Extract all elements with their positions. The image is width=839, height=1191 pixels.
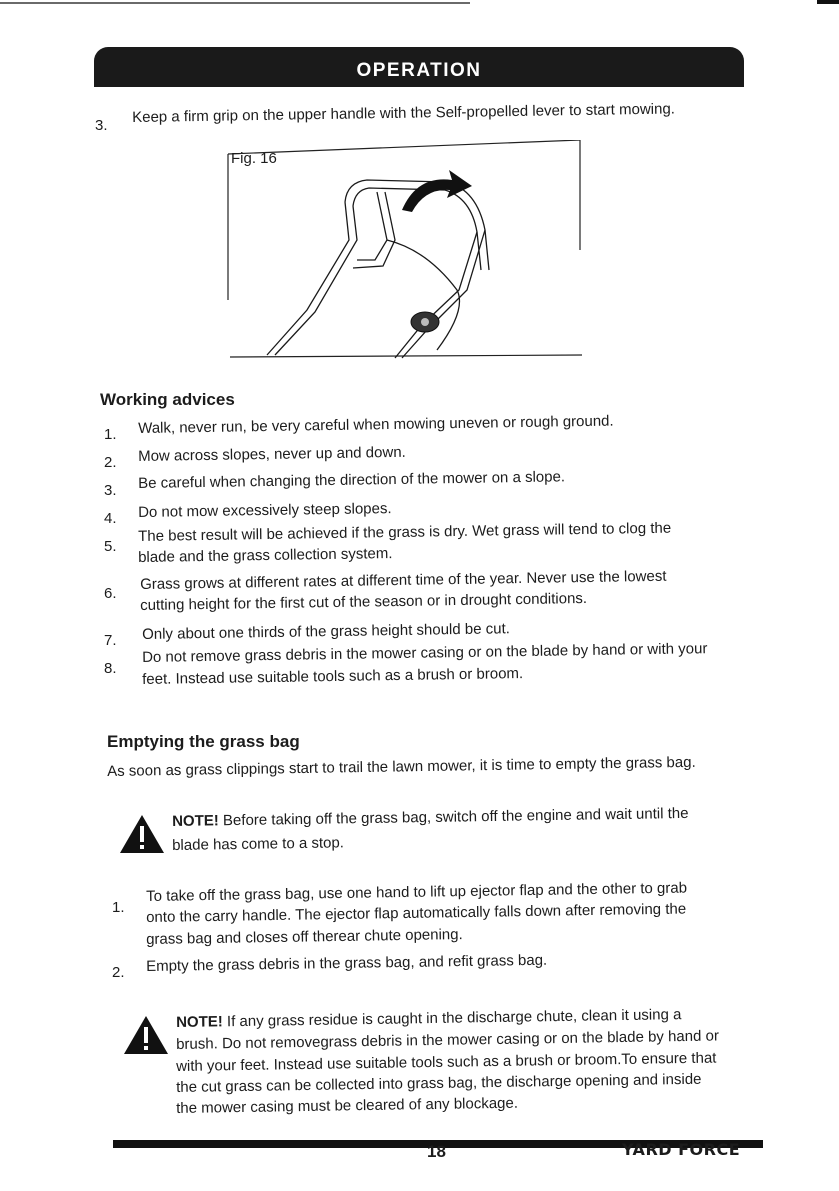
step-number: 1. [112, 899, 125, 916]
step-text: onto the carry handle. The ejector flap automatically falls down after removing the [146, 900, 687, 926]
note1-line1 [172, 804, 689, 831]
advice-number: 2. [104, 454, 117, 471]
advice-text: cutting height for the first cut of the season or in drought conditions. [140, 589, 588, 614]
step-text: Empty the grass debris in the grass bag, and refit grass bag. [146, 951, 548, 975]
advice-text: Be careful when changing the direction of the mower on a slope. [138, 468, 566, 492]
mower-handle-figure [227, 140, 582, 360]
note2-line: brush. Do not removegrass debris in the mower casing or on the blade by hand or [176, 1027, 720, 1053]
advice-text: Do not mow excessively steep slopes. [138, 500, 392, 521]
scan-edge-line [0, 2, 470, 4]
advice-text: Do not remove grass debris in the mower casing or on the blade by hand or with your [142, 640, 708, 666]
handle-knob-icon [411, 312, 439, 332]
working-advices-heading: Working advices [100, 390, 235, 409]
section-banner: OPERATION [94, 47, 744, 87]
advice-text: blade and the grass collection system. [138, 545, 393, 566]
step-text: grass bag and closes off therear chute opening. [146, 926, 463, 948]
advice-text: Only about one thirds of the grass height should be cut. [142, 620, 510, 643]
step-number: 3. [95, 117, 108, 134]
figure-label: Fig. 16 [231, 150, 277, 167]
advice-number: 3. [104, 482, 117, 499]
brand-logo: YARD FORCE [622, 1140, 741, 1159]
note1-line2: blade has come to a stop. [172, 834, 345, 854]
note2-label: NOTE! [176, 1013, 223, 1031]
step-text: To take off the grass bag, use one hand to lift up ejector flap and the other to grab [146, 879, 688, 905]
note2-line: the cut grass can be collected into grass bag, the discharge opening and inside [176, 1070, 702, 1096]
scan-edge-mark [817, 0, 839, 4]
note2-text: If any grass residue is caught in the discharge chute, clean it using a [222, 1006, 682, 1031]
advice-number: 6. [104, 585, 117, 602]
emptying-intro: As soon as grass clippings start to trail the lawn mower, it is time to empty the grass bag. [107, 753, 696, 780]
advice-number: 7. [104, 632, 117, 649]
advice-text: Mow across slopes, never up and down. [138, 443, 406, 465]
rotate-arrow-icon [402, 170, 472, 212]
handle-drawing [267, 180, 489, 358]
note1-label: NOTE! [172, 812, 219, 830]
emptying-heading: Emptying the grass bag [107, 732, 300, 751]
note2-line: with your feet. Instead use suitable tools such as a brush or broom.To ensure that [176, 1049, 717, 1075]
page-number: 18 [427, 1142, 446, 1161]
advice-number: 1. [104, 426, 117, 443]
advice-text: The best result will be achieved if the grass is dry. Wet grass will tend to clog the [138, 519, 672, 545]
advice-text: feet. Instead use suitable tools such as a brush or broom. [142, 665, 524, 688]
advice-text: Walk, never run, be very careful when mowing uneven or rough ground. [138, 412, 614, 437]
step-text: Keep a firm grip on the upper handle with the Self-propelled lever to start mowing. [132, 100, 676, 126]
note1-text: Before taking off the grass bag, switch off the engine and wait until the [218, 804, 689, 830]
advice-number: 4. [104, 510, 117, 527]
warning-icon [122, 1014, 170, 1056]
step-number: 2. [112, 964, 125, 981]
advice-text: Grass grows at different rates at different time of the year. Never use the lowest [140, 567, 667, 593]
figure-frame [228, 140, 582, 357]
advice-number: 5. [104, 538, 117, 555]
warning-icon [118, 813, 166, 855]
advice-number: 8. [104, 660, 117, 677]
note2-line: the mower casing must be cleared of any blockage. [176, 1094, 519, 1117]
